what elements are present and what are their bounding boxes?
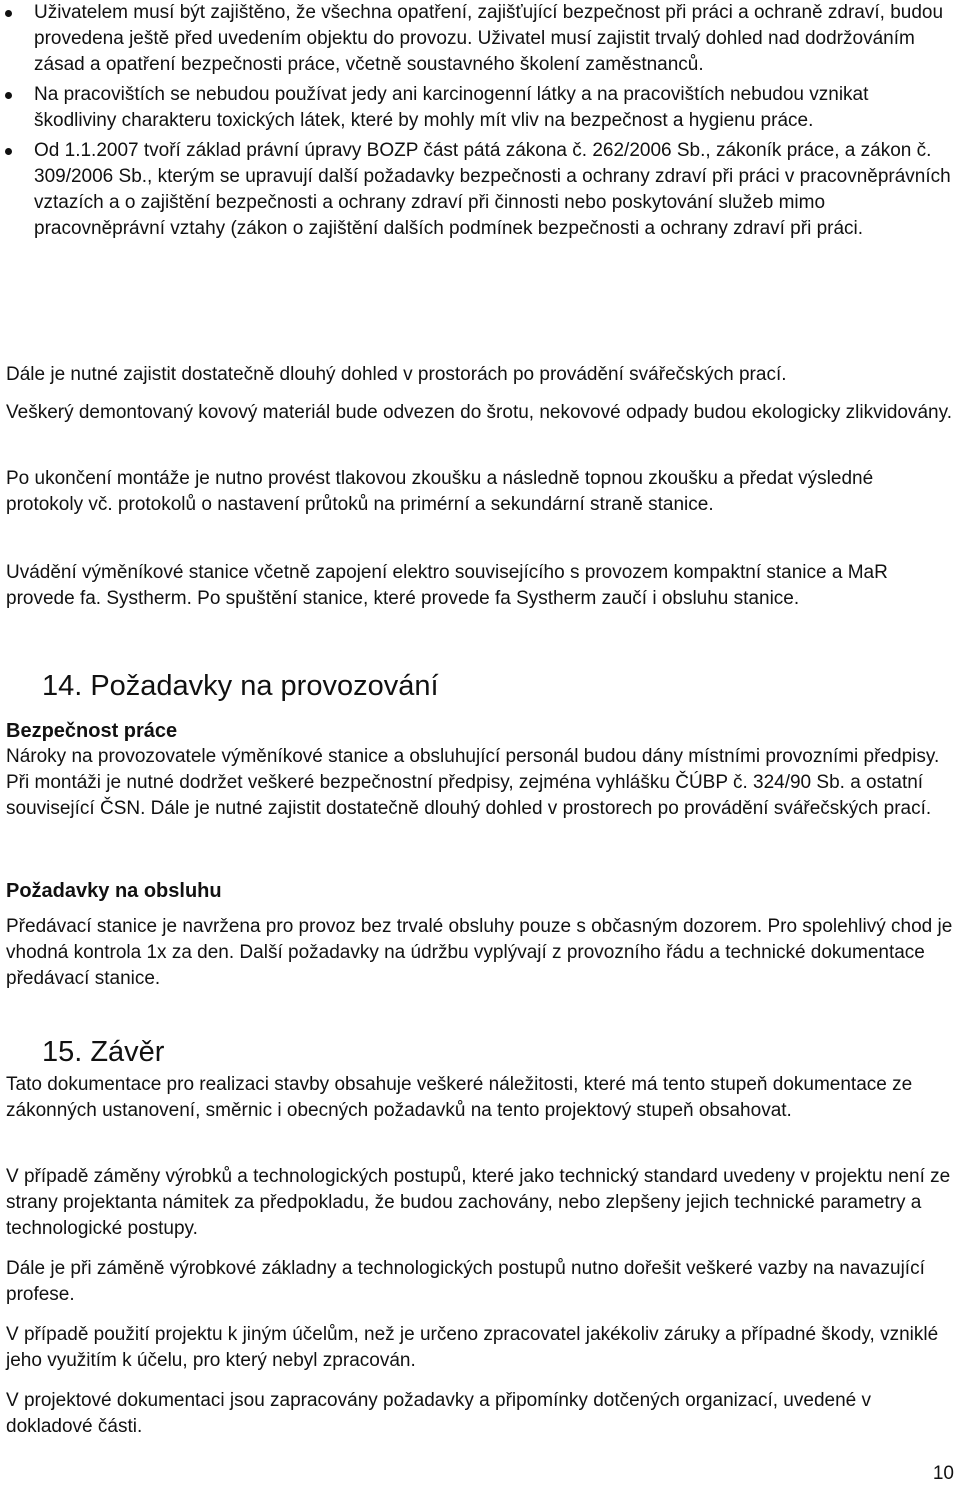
paragraph: Uvádění výměníkové stanice včetně zapojení elektro souvisejícího s provozem kompaktní stanice a MaR provede fa. Systherm. Po spuštění stanice, které provede fa Systherm zaučí i obsluhu stanice.: [6, 562, 888, 609]
bullet-item: Na pracovištích se nebudou používat jedy ani karcinogenní látky a na pracovištích nebudou vznikat škodliviny charakteru toxických látek, které by mohly mít vliv na bezpečnost a hygienu práce.: [34, 82, 954, 134]
subheading-bezpecnost: Bezpečnost práce: [6, 720, 178, 742]
paragraph: Nároky na provozovatele výměníkové stanice a obsluhující personál budou dány místními provozními předpisy. Při montáži je nutné dodržet veškeré bezpečnostní předpisy, zejména vyhlášku ČÚBP č. 324/90 Sb. a ostatní související ČSN. Dále je nutné zajistit dostatečně dlouhý dohled v prostorech po provádění svářečských prací.: [6, 746, 940, 819]
section-title: Požadavky na provozování: [90, 670, 439, 702]
section-number: 14.: [42, 670, 83, 702]
paragraph: Tato dokumentace pro realizaci stavby obsahuje veškeré náležitosti, které má tento stupeň dokumentace ze zákonných ustanovení, směrnic i obecných požadavků na tento projektový stupeň obsahovat.: [6, 1074, 913, 1121]
paragraph: V projektové dokumentaci jsou zapracovány požadavky a připomínky dotčených organizací, uvedené v dokladové části.: [6, 1390, 871, 1437]
page-number: 10: [932, 1463, 954, 1484]
paragraph: Dále je nutné zajistit dostatečně dlouhý dohled v prostorách po provádění svářečských prací.: [6, 364, 787, 385]
bullet-item: Uživatelem musí být zajištěno, že všechna opatření, zajišťující bezpečnost při práci a ochraně zdraví, budou provedena ještě před uvedením objektu do provozu. Uživatel musí zajistit trvalý dohled nad dodržováním zásad a opatření bezpečnosti práce, včetně soustavného školení zaměstnanců.: [34, 0, 954, 78]
section-number: 15.: [42, 1036, 83, 1068]
paragraph: Po ukončení montáže je nutno provést tlakovou zkoušku a následně topnou zkoušku a předat výsledné protokoly vč. protokolů o nastavení průtoků na primérní a sekundární straně stanice.: [6, 468, 874, 515]
section-heading-14: [42, 668, 439, 704]
paragraph: Dále je při záměně výrobkové základny a technologických postupů nutno dořešit veškeré vazby na navazující profese.: [6, 1258, 925, 1305]
paragraph: Veškerý demontovaný kovový materiál bude odvezen do šrotu, nekovové odpady budou ekologicky zlikvidovány.: [6, 402, 952, 423]
bullet-item: Od 1.1.2007 tvoří základ právní úpravy BOZP část pátá zákona č. 262/2006 Sb., zákoník práce, a zákon č. 309/2006 Sb., kterým se upravují další požadavky bezpečnosti a ochrany zdraví při práci v pracovněprávních vztazích a o zajištění bezpečnosti a ochrany zdraví při činnosti nebo poskytování služeb mimo pracovněprávní vztahy (zákon o zajištění dalších podmínek bezpečnosti a ochrany zdraví při práci.: [34, 138, 954, 242]
paragraph: V případě záměny výrobků a technologických postupů, které jako technický standard uvedeny v projektu není ze strany projektanta námitek za předpokladu, že budou zachovány, nebo zlepšeny jejich technické parametry a technologické postupy.: [6, 1166, 951, 1239]
subheading-obsluha: Požadavky na obsluhu: [6, 880, 222, 902]
paragraph: Předávací stanice je navržena pro provoz bez trvalé obsluhy pouze s občasným dozorem. Pro spolehlivý chod je vhodná kontrola 1x za den. Další požadavky na údržbu vyplývají z provozního řádu a technické dokumentace předávací stanice.: [6, 916, 953, 989]
section-title: Závěr: [90, 1036, 165, 1068]
section-heading-15: [42, 1034, 164, 1070]
paragraph: V případě použití projektu k jiným účelům, než je určeno zpracovatel jakékoliv záruky a případné škody, vzniklé jeho využitím k účelu, pro který nebyl zpracován.: [6, 1324, 939, 1371]
bullet-list: [34, 0, 954, 246]
